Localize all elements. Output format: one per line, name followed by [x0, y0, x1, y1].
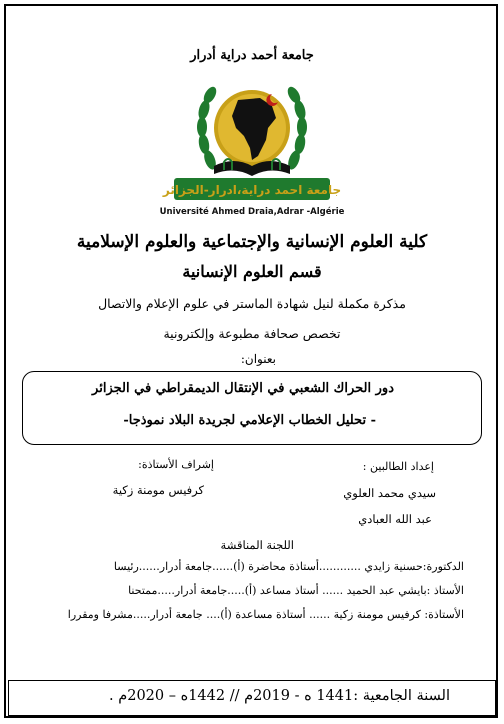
committee-member-2: الأستاذ :بايشي عبد الحميد ...... أستاذ مساعد (أ).....جامعة أدرار.....ممتحنا — [128, 584, 464, 597]
university-name: جامعة أحمد دراية أدرار — [190, 48, 314, 63]
title-label: بعنوان: — [240, 352, 276, 366]
specialization: تخصص صحافة مطبوعة وإلكترونية — [163, 326, 341, 341]
academic-year: السنة الجامعية :1441 ه - 2019م // 1442ه – 2020م . — [109, 688, 450, 704]
university-logo-emblem — [152, 70, 352, 222]
faculty-name: كلية العلوم الإنسانية والإجتماعية والعلوم الإسلامية — [76, 232, 428, 252]
supervisor-name: كرفيس مومنة زكية — [112, 483, 204, 497]
supervision-label: إشراف الأستاذة: — [138, 458, 214, 471]
university-logo — [152, 70, 352, 222]
prepared-by-label: إعداد الطالبين : — [362, 460, 434, 473]
thesis-title-line1: دور الحراك الشعبي في الإنتقال الديمقراطي في الجزائر — [92, 381, 394, 396]
committee-member-1: الدكتورة:حسنية زايدي ............أستاذة محاضرة (أ)......جامعة أدرار......رئيسا — [113, 560, 464, 573]
logo-latin-text: Université Ahmed Draia,Adrar -Algérie — [159, 207, 345, 217]
committee-label: اللجنة المناقشة — [220, 538, 294, 552]
committee-member-3: الأستاذة: كرفيس مومنة زكية ...... أستاذة مساعدة (أ).... جامعة أدرار.....مشرفا ومقررا — [67, 608, 464, 621]
department-name: قسم العلوم الإنسانية — [182, 262, 322, 281]
student-name-2: عبد الله العبادي — [358, 512, 432, 526]
student-name-1: سيدي محمد العلوي — [343, 486, 436, 500]
memo-description: مذكرة مكملة لنيل شهادة الماستر في علوم الإعلام والاتصال — [98, 296, 406, 311]
logo-arabic-text: جامعة احمد دراية،ادرار-الجزائر — [162, 183, 342, 197]
thesis-title-line2: - تحليل الخطاب الإعلامي لجريدة البلاد نموذجا- — [123, 413, 376, 428]
